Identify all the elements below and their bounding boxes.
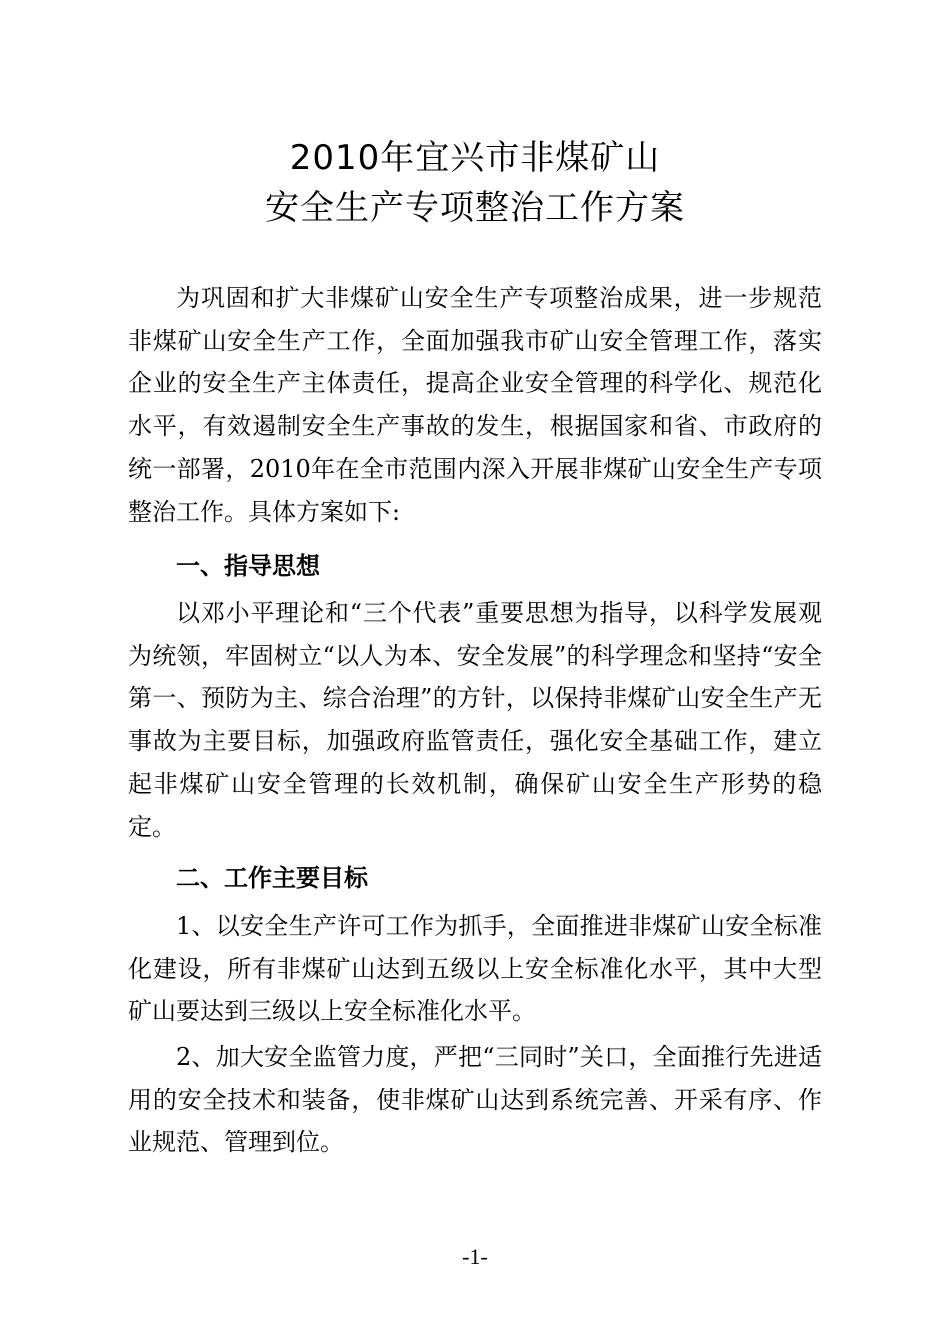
page-number: -1- xyxy=(462,1244,488,1269)
main-goal-item-1: 1、以安全生产许可工作为抓手，全面推进非煤矿山安全标准化建设，所有非煤矿山达到五级以上安全标准化水平，其中大型矿山要达到三级以上安全标准化水平。 xyxy=(128,912,822,1026)
document-title-line-2: 安全生产专项整治工作方案 xyxy=(265,188,685,228)
section-heading-guiding-ideology: 一、指导思想 xyxy=(176,552,320,580)
document-title-line-1: 2010年宜兴市非煤矿山 xyxy=(289,138,661,178)
section-heading-main-goals: 二、工作主要目标 xyxy=(176,864,368,892)
intro-paragraph: 为巩固和扩大非煤矿山安全生产专项整治成果，进一步规范非煤矿山安全生产工作，全面加强我市矿山安全管理工作，落实企业的安全生产主体责任，提高企业安全管理的科学化、规范化水平，有效遏制安全生产事故的发生，根据国家和省、市政府的统一部署，2010年在全市范围内深入开展非煤矿山安全生产专项整治工作。具体方案如下: xyxy=(128,284,822,526)
guiding-ideology-paragraph: 以邓小平理论和“三个代表”重要思想为指导，以科学发展观为统领，牢固树立“以人为本、安全发展”的科学理念和坚持“安全第一、预防为主、综合治理”的方针，以保持非煤矿山安全生产无事故为主要目标，加强政府监管责任，强化安全基础工作，建立起非煤矿山安全管理的长效机制，确保矿山安全生产形势的稳定。 xyxy=(128,599,822,841)
main-goal-item-2: 2、加大安全监管力度，严把“三同时”关口，全面推行先进适用的安全技术和装备，使非煤矿山达到系统完善、开采有序、作业规范、管理到位。 xyxy=(128,1043,822,1157)
